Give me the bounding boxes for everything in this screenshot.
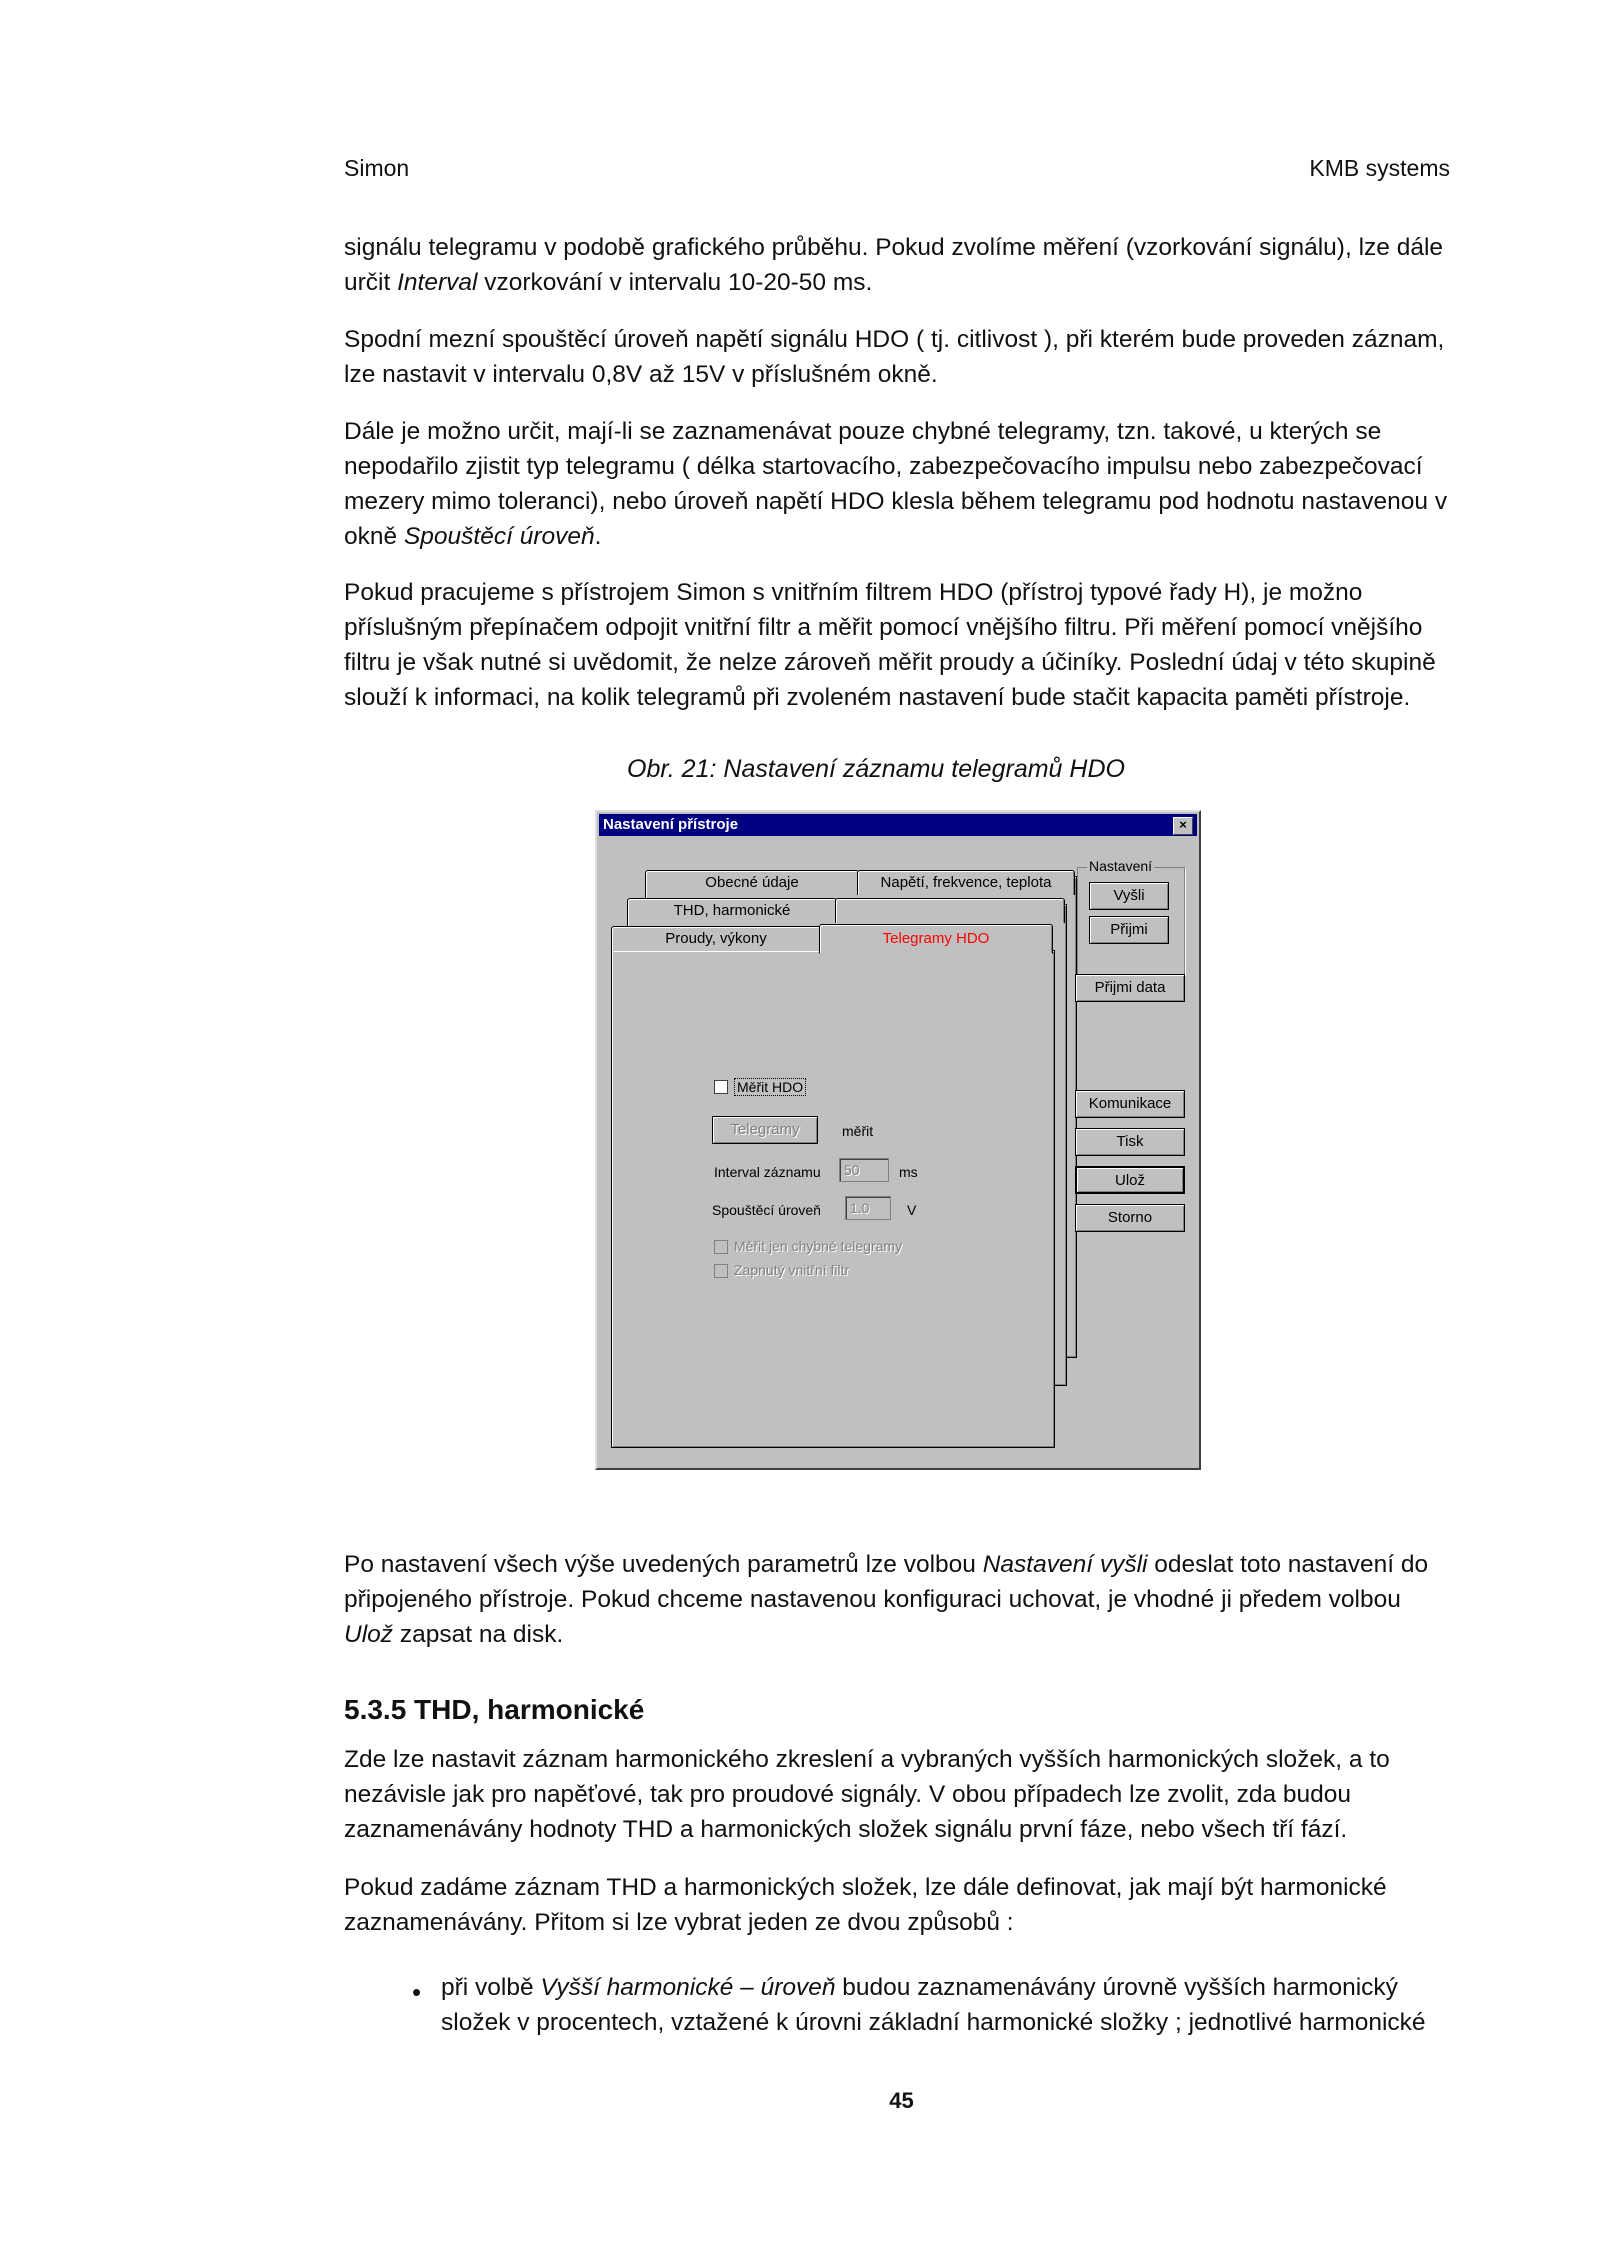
paragraph-1: signálu telegramu v podobě grafického průběhu. Pokud zvolíme měření (vzorkování signálu), lze dále určit Interval vzorkování v intervalu 10-20-50 ms. (344, 234, 1444, 296)
settings-group-label: Nastavení (1089, 858, 1153, 874)
interval-unit: ms (899, 1164, 918, 1180)
internal-filter-label: Zapnutý vnitřní filtr (734, 1262, 850, 1278)
paragraph-6: Zde lze nastavit záznam harmonického zkreslení a vybraných vyšších harmonických složek, a to nezávisle jak pro napěťové, tak pro proudové signály. V obou případech lze zvolit, zda budou zaznamenávány hodnoty THD a harmonických složek signálu první fáze, nebo všech tří fází. (344, 1746, 1390, 1843)
interval-label: Interval záznamu (714, 1164, 821, 1180)
bullet-item: při volbě Vyšší harmonické – úroveň budou zaznamenávány úrovně vyšších harmonický složek v procentech, vztažené k úrovni základní harmonické složky ; jednotlivé harmonické (441, 1974, 1426, 2036)
tab-general[interactable]: Obecné údaje (645, 870, 859, 895)
print-button[interactable]: Tisk (1075, 1128, 1185, 1156)
close-icon[interactable]: × (1173, 817, 1193, 835)
level-unit: V (907, 1202, 917, 1218)
communication-button[interactable]: Komunikace (1075, 1090, 1185, 1118)
tab-telegrams[interactable]: Telegramy HDO (819, 924, 1053, 954)
receive-data-button[interactable]: Přijmi data (1075, 974, 1185, 1002)
merit-hdo-label: Měřit HDO (734, 1078, 806, 1096)
merit-label: měřit (842, 1123, 874, 1139)
page-number: 45 (889, 2088, 914, 2113)
only-errors-label: Měřit jen chybné telegramy (734, 1238, 903, 1254)
dialog-title: Nastavení přístroje (603, 816, 739, 833)
merit-hdo-checkbox[interactable] (714, 1080, 728, 1094)
header-right: KMB systems (1309, 155, 1450, 181)
bullet-glyph: • (412, 1977, 422, 2007)
figure-caption: Obr. 21: Nastavení záznamu telegramů HDO (627, 755, 1125, 783)
save-button[interactable]: Ulož (1075, 1166, 1185, 1194)
internal-filter-checkbox[interactable] (714, 1264, 728, 1278)
paragraph-3: Dále je možno určit, mají-li se zaznamenávat pouze chybné telegramy, tzn. takové, u kterých se nepodařilo zjistit typ telegramu ( délka startovacího, zabezpečovacího impulsu nebo zabezpečovací mezery mimo toleranci), nebo úroveň napětí HDO klesla během telegramu pod hodnotu nastavenou v okně Spouštěcí úroveň. (344, 418, 1448, 550)
settings-dialog (595, 810, 1201, 1470)
section-heading: 5.3.5 THD, harmonické (344, 1694, 645, 1725)
telegramy-button[interactable]: Telegramy (712, 1116, 818, 1144)
tab-blank (835, 898, 1065, 923)
send-button[interactable]: Vyšli (1089, 882, 1169, 910)
only-errors-checkbox[interactable] (714, 1240, 728, 1254)
tab-thd[interactable]: THD, harmonické (627, 898, 837, 923)
paragraph-2: Spodní mezní spouštěcí úroveň napětí signálu HDO ( tj. citlivost ), při kterém bude proveden záznam, lze nastavit v intervalu 0,8V až 15V v příslušném okně. (344, 326, 1445, 388)
header-left: Simon (344, 155, 410, 181)
paragraph-4: Pokud pracujeme s přístrojem Simon s vnitřním filtrem HDO (přístroj typové řady H), je možno příslušným přepínačem odpojit vnitřní filtr a měřit pomocí vnějšího filtru. Při měření pomocí vnějšího filtru je však nutné si uvědomit, že nelze zároveň měřit proudy a účiníky. Poslední údaj v této skupině slouží k informaci, na kolik telegramů při zvoleném nastavení bude stačit kapacita paměti přístroje. (344, 579, 1436, 711)
tab-voltage[interactable]: Napětí, frekvence, teplota (857, 870, 1075, 895)
dialog-titlebar (599, 814, 1197, 836)
paragraph-5: Po nastavení všech výše uvedených parametrů lze volbou Nastavení vyšli odeslat toto nastavení do připojeného přístroje. Pokud chceme nastavenou konfiguraci uchovat, je vhodné ji předem volbou Ulož zapsat na disk. (344, 1551, 1429, 1648)
cancel-button[interactable]: Storno (1075, 1204, 1185, 1232)
level-field[interactable]: 1.0 (845, 1196, 891, 1220)
receive-button[interactable]: Přijmi (1089, 916, 1169, 944)
paragraph-7: Pokud zadáme záznam THD a harmonických složek, lze dále definovat, jak mají být harmonické zaznamenávány. Přitom si lze vybrat jeden ze dvou způsobů : (344, 1874, 1387, 1936)
interval-field[interactable]: 50 (839, 1158, 889, 1182)
level-label: Spouštěcí úroveň (712, 1202, 821, 1218)
tab-card-front (611, 950, 1055, 1448)
tab-currents[interactable]: Proudy, výkony (611, 926, 821, 951)
